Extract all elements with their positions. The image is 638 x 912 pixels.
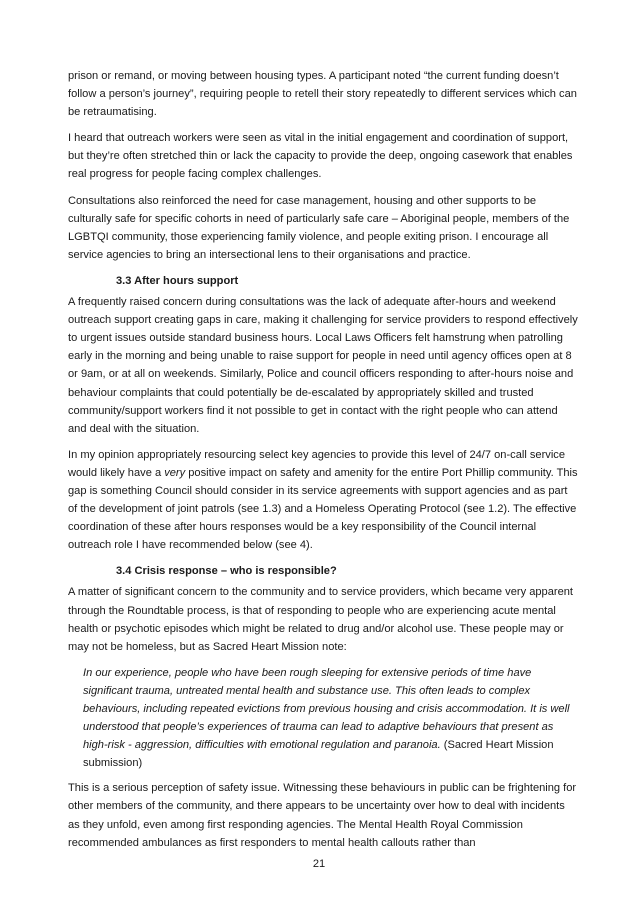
paragraph-on-call-opinion [68, 446, 578, 555]
quote-citation: (Sacred Heart Mission submission) [83, 739, 554, 770]
text-run: In my opinion appropriately resourcing select key agencies to provide this level of 24/7 on-call service would likely have a [68, 448, 566, 479]
block-quote-sacred-heart [68, 664, 578, 773]
quote-text: In our experience, people who have been rough sleeping for extensive periods of time have significant trauma, untreated mental health and substance use. This often leads to complex behaviours, including repeated evictions from previous housing and crisis accommodation. It is well understood that people’s experiences of trauma can lead to adaptive behaviours that present as high-risk - aggression, difficulties with emotional regulation and paranoia. [83, 666, 570, 752]
paragraph-cultural-safety: Consultations also reinforced the need for case management, housing and other supports to be culturally safe for specific cohorts in need of particularly safe care – Aboriginal people, members of the LGBTQI community, those experiencing family violence, and people exiting prison. I encourage all service agencies to bring an intersectional lens to their organisations and practice. [68, 194, 570, 261]
paragraph-perception-of-safety: This is a serious perception of safety issue. Witnessing these behaviours in public can be frightening for other members of the community, and there appears to be uncertainty over how to deal with incidents as they unfold, even among first responding agencies. The Mental Health Royal Commission recommended ambulances as first responders to mental health callouts rather than [68, 782, 577, 849]
emphasis-very: very [164, 466, 186, 479]
paragraph-after-hours-concern: A frequently raised concern during consultations was the lack of adequate after-hours and weekend outreach support creating gaps in care, making it challenging for service providers to respond effectively to urgent issues outside standard business hours. Local Laws Officers felt hamstrung when patrolling early in the morning and being unable to raise support for people in need until agency offices open at 8 or 9am, or at all on weekends. Similarly, Police and council officers responding to after-hours noise and behaviour complaints that could potentially be de-escalated by appropriately skilled and trusted community/support workers find it not possible to get in contact with the right people who can attend and deal with the situation. [68, 296, 578, 435]
paragraph-outreach-workers: I heard that outreach workers were seen as vital in the initial engagement and coordination of support, but they’re often stretched thin or lack the capacity to provide the deep, ongoing casework that enables real progress for people facing complex challenges. [68, 132, 573, 181]
paragraph-funding: prison or remand, or moving between housing types. A participant noted “the current funding doesn’t follow a person’s journey”, requiring people to retell their story repeatedly to different services which can be retraumatising. [68, 70, 577, 119]
heading-after-hours-support: 3.3 After hours support [116, 274, 239, 287]
paragraph-crisis-concern: A matter of significant concern to the community and to service providers, which became very apparent through the Roundtable process, is that of responding to people who are experiencing acute mental health or psychotic episodes which might be related to drug and/or alcohol use. These people may or may not be homeless, but as Sacred Heart Mission note: [68, 586, 574, 653]
heading-crisis-response: 3.4 Crisis response – who is responsible? [116, 565, 337, 578]
page-number: 21 [312, 858, 326, 870]
text-run: positive impact on safety and amenity for the entire Port Phillip community. This gap is something Council should consider in its service agreements with support agencies and as part of the development of joint patrols (see 1.3) and a Homeless Operating Protocol (see 1.2). The effective coordination of these after hours responses would be a key responsibility of the Council internal outreach role I have recommended below (see 4). [68, 466, 578, 552]
